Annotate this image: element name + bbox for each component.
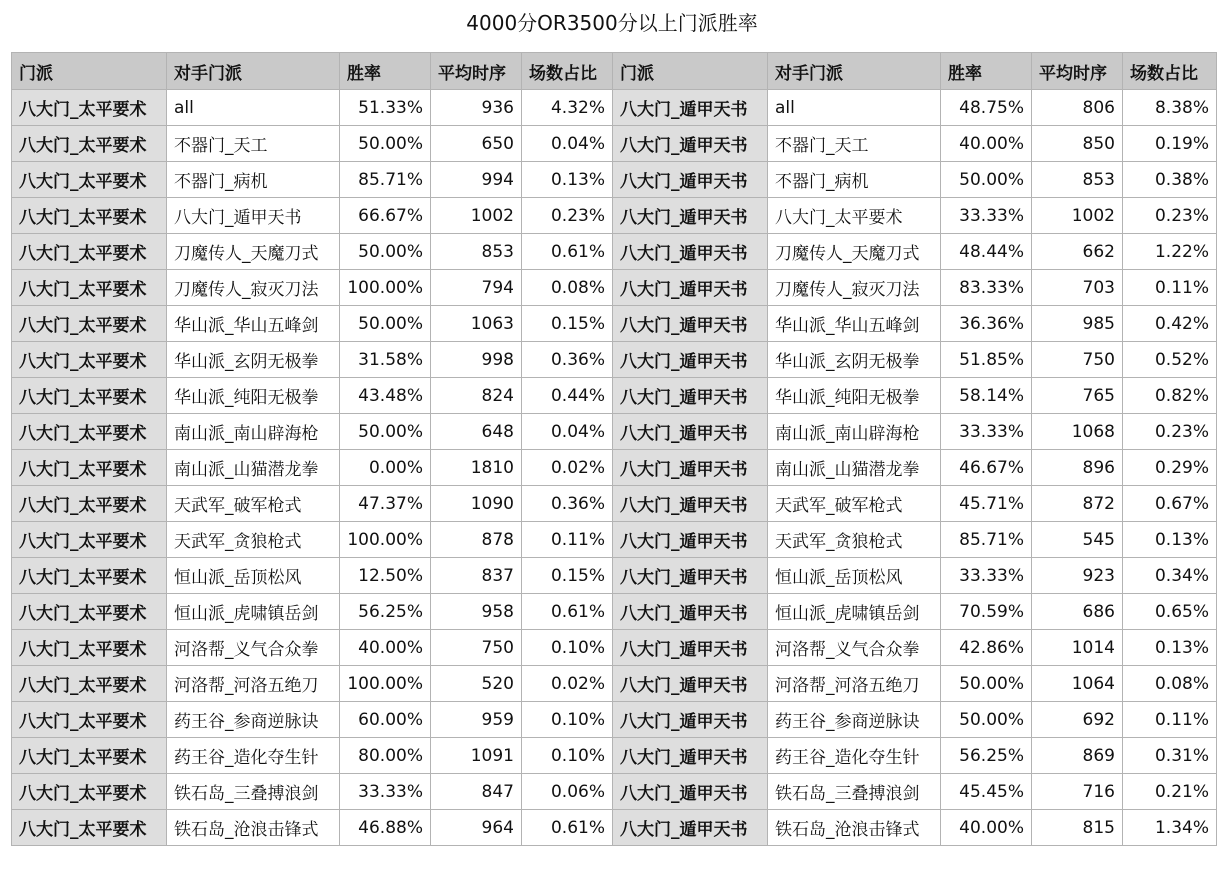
left-opponent-cell: 恒山派_虎啸镇岳剑 xyxy=(167,594,340,630)
right-school-cell: 八大门_遁甲天书 xyxy=(613,450,768,486)
left-avg-time-cell: 936 xyxy=(431,90,522,126)
table-row xyxy=(12,90,1217,126)
right-match-share-cell: 0.19% xyxy=(1123,126,1217,162)
left-win-rate-cell: 33.33% xyxy=(340,774,431,810)
left-opponent-cell: 刀魔传人_天魔刀式 xyxy=(167,234,340,270)
left-avg-time-cell: 1091 xyxy=(431,738,522,774)
left-win-rate-cell: 50.00% xyxy=(340,126,431,162)
left-match-share-cell: 4.32% xyxy=(522,90,613,126)
left-avg-time-cell: 837 xyxy=(431,558,522,594)
left-avg-time-cell: 648 xyxy=(431,414,522,450)
right-match-share-cell: 0.29% xyxy=(1123,450,1217,486)
right-avg-time-cell: 806 xyxy=(1032,90,1123,126)
right-win-rate-cell: 46.67% xyxy=(941,450,1032,486)
left-opponent-cell: 不器门_天工 xyxy=(167,126,340,162)
left-avg-time-cell: 794 xyxy=(431,270,522,306)
left-opponent-cell: 药王谷_造化夺生针 xyxy=(167,738,340,774)
left-opponent-cell: 华山派_华山五峰剑 xyxy=(167,306,340,342)
table-row xyxy=(12,702,1217,738)
right-win-rate-cell: 56.25% xyxy=(941,738,1032,774)
table-row xyxy=(12,198,1217,234)
left-match-share-cell: 0.10% xyxy=(522,702,613,738)
right-win-rate-cell: 33.33% xyxy=(941,198,1032,234)
right-opponent-cell: 铁石岛_沧浪击锋式 xyxy=(768,810,941,846)
table-row xyxy=(12,126,1217,162)
right-avg-time-cell: 692 xyxy=(1032,702,1123,738)
left-win-rate-cell: 50.00% xyxy=(340,306,431,342)
header-opponent: 对手门派 xyxy=(768,53,941,90)
left-school-cell: 八大门_太平要术 xyxy=(12,378,167,414)
right-avg-time-cell: 765 xyxy=(1032,378,1123,414)
right-school-cell: 八大门_遁甲天书 xyxy=(613,522,768,558)
left-avg-time-cell: 994 xyxy=(431,162,522,198)
left-school-cell: 八大门_太平要术 xyxy=(12,414,167,450)
right-match-share-cell: 0.13% xyxy=(1123,522,1217,558)
right-avg-time-cell: 1064 xyxy=(1032,666,1123,702)
left-avg-time-cell: 1810 xyxy=(431,450,522,486)
right-win-rate-cell: 85.71% xyxy=(941,522,1032,558)
right-avg-time-cell: 545 xyxy=(1032,522,1123,558)
left-match-share-cell: 0.10% xyxy=(522,738,613,774)
right-school-cell: 八大门_遁甲天书 xyxy=(613,666,768,702)
right-opponent-cell: 刀魔传人_天魔刀式 xyxy=(768,234,941,270)
left-avg-time-cell: 824 xyxy=(431,378,522,414)
table-row xyxy=(12,378,1217,414)
left-school-cell: 八大门_太平要术 xyxy=(12,810,167,846)
left-match-share-cell: 0.44% xyxy=(522,378,613,414)
left-win-rate-cell: 0.00% xyxy=(340,450,431,486)
table-row xyxy=(12,558,1217,594)
table-body xyxy=(12,90,1217,846)
right-avg-time-cell: 923 xyxy=(1032,558,1123,594)
win-rate-table xyxy=(11,52,1217,846)
table-row xyxy=(12,234,1217,270)
header-school: 门派 xyxy=(613,53,768,90)
right-win-rate-cell: 58.14% xyxy=(941,378,1032,414)
left-opponent-cell: 药王谷_参商逆脉诀 xyxy=(167,702,340,738)
left-opponent-cell: 华山派_纯阳无极拳 xyxy=(167,378,340,414)
header-avg-time: 平均时序 xyxy=(431,53,522,90)
right-match-share-cell: 8.38% xyxy=(1123,90,1217,126)
left-win-rate-cell: 51.33% xyxy=(340,90,431,126)
table-row xyxy=(12,414,1217,450)
left-avg-time-cell: 998 xyxy=(431,342,522,378)
right-win-rate-cell: 48.75% xyxy=(941,90,1032,126)
header-row xyxy=(12,53,1217,90)
table-row xyxy=(12,342,1217,378)
left-opponent-cell: 铁石岛_沧浪击锋式 xyxy=(167,810,340,846)
right-school-cell: 八大门_遁甲天书 xyxy=(613,810,768,846)
left-win-rate-cell: 47.37% xyxy=(340,486,431,522)
left-school-cell: 八大门_太平要术 xyxy=(12,630,167,666)
right-win-rate-cell: 45.71% xyxy=(941,486,1032,522)
right-match-share-cell: 0.67% xyxy=(1123,486,1217,522)
right-school-cell: 八大门_遁甲天书 xyxy=(613,774,768,810)
left-avg-time-cell: 847 xyxy=(431,774,522,810)
header-school: 门派 xyxy=(12,53,167,90)
right-match-share-cell: 1.34% xyxy=(1123,810,1217,846)
left-win-rate-cell: 43.48% xyxy=(340,378,431,414)
right-avg-time-cell: 716 xyxy=(1032,774,1123,810)
right-opponent-cell: 铁石岛_三叠搏浪剑 xyxy=(768,774,941,810)
left-avg-time-cell: 1002 xyxy=(431,198,522,234)
left-opponent-cell: 河洛帮_河洛五绝刀 xyxy=(167,666,340,702)
right-win-rate-cell: 40.00% xyxy=(941,126,1032,162)
right-opponent-cell: 不器门_天工 xyxy=(768,126,941,162)
table-row xyxy=(12,270,1217,306)
right-win-rate-cell: 40.00% xyxy=(941,810,1032,846)
left-match-share-cell: 0.61% xyxy=(522,234,613,270)
right-match-share-cell: 0.38% xyxy=(1123,162,1217,198)
left-avg-time-cell: 650 xyxy=(431,126,522,162)
left-opponent-cell: 八大门_遁甲天书 xyxy=(167,198,340,234)
right-school-cell: 八大门_遁甲天书 xyxy=(613,414,768,450)
right-avg-time-cell: 853 xyxy=(1032,162,1123,198)
right-win-rate-cell: 42.86% xyxy=(941,630,1032,666)
table-row xyxy=(12,630,1217,666)
right-opponent-cell: 南山派_南山辟海枪 xyxy=(768,414,941,450)
right-school-cell: 八大门_遁甲天书 xyxy=(613,558,768,594)
left-match-share-cell: 0.11% xyxy=(522,522,613,558)
left-match-share-cell: 0.02% xyxy=(522,666,613,702)
right-match-share-cell: 0.13% xyxy=(1123,630,1217,666)
right-opponent-cell: 河洛帮_河洛五绝刀 xyxy=(768,666,941,702)
right-school-cell: 八大门_遁甲天书 xyxy=(613,234,768,270)
header-win-rate: 胜率 xyxy=(340,53,431,90)
right-match-share-cell: 0.21% xyxy=(1123,774,1217,810)
table-row xyxy=(12,522,1217,558)
left-match-share-cell: 0.61% xyxy=(522,810,613,846)
left-opponent-cell: 刀魔传人_寂灭刀法 xyxy=(167,270,340,306)
table-row xyxy=(12,666,1217,702)
right-match-share-cell: 0.31% xyxy=(1123,738,1217,774)
left-avg-time-cell: 520 xyxy=(431,666,522,702)
right-opponent-cell: 天武军_贪狼枪式 xyxy=(768,522,941,558)
left-win-rate-cell: 100.00% xyxy=(340,522,431,558)
left-match-share-cell: 0.36% xyxy=(522,486,613,522)
right-match-share-cell: 0.23% xyxy=(1123,414,1217,450)
right-match-share-cell: 0.23% xyxy=(1123,198,1217,234)
left-match-share-cell: 0.02% xyxy=(522,450,613,486)
right-avg-time-cell: 869 xyxy=(1032,738,1123,774)
left-opponent-cell: 不器门_病机 xyxy=(167,162,340,198)
right-school-cell: 八大门_遁甲天书 xyxy=(613,738,768,774)
left-school-cell: 八大门_太平要术 xyxy=(12,702,167,738)
right-win-rate-cell: 50.00% xyxy=(941,702,1032,738)
right-opponent-cell: 河洛帮_义气合众拳 xyxy=(768,630,941,666)
left-avg-time-cell: 958 xyxy=(431,594,522,630)
right-opponent-cell: 南山派_山猫潜龙拳 xyxy=(768,450,941,486)
left-match-share-cell: 0.36% xyxy=(522,342,613,378)
left-match-share-cell: 0.13% xyxy=(522,162,613,198)
left-opponent-cell: 南山派_南山辟海枪 xyxy=(167,414,340,450)
left-win-rate-cell: 31.58% xyxy=(340,342,431,378)
left-school-cell: 八大门_太平要术 xyxy=(12,306,167,342)
right-match-share-cell: 0.42% xyxy=(1123,306,1217,342)
right-match-share-cell: 0.11% xyxy=(1123,702,1217,738)
left-win-rate-cell: 46.88% xyxy=(340,810,431,846)
right-match-share-cell: 1.22% xyxy=(1123,234,1217,270)
right-match-share-cell: 0.11% xyxy=(1123,270,1217,306)
left-match-share-cell: 0.23% xyxy=(522,198,613,234)
left-school-cell: 八大门_太平要术 xyxy=(12,486,167,522)
right-opponent-cell: 恒山派_岳顶松风 xyxy=(768,558,941,594)
right-school-cell: 八大门_遁甲天书 xyxy=(613,594,768,630)
page-title: 4000分OR3500分以上门派胜率 xyxy=(466,11,758,35)
right-opponent-cell: 天武军_破军枪式 xyxy=(768,486,941,522)
table-row xyxy=(12,774,1217,810)
left-match-share-cell: 0.08% xyxy=(522,270,613,306)
right-win-rate-cell: 50.00% xyxy=(941,666,1032,702)
right-school-cell: 八大门_遁甲天书 xyxy=(613,126,768,162)
left-win-rate-cell: 100.00% xyxy=(340,270,431,306)
left-match-share-cell: 0.15% xyxy=(522,306,613,342)
right-school-cell: 八大门_遁甲天书 xyxy=(613,270,768,306)
left-win-rate-cell: 50.00% xyxy=(340,234,431,270)
right-avg-time-cell: 686 xyxy=(1032,594,1123,630)
right-avg-time-cell: 1068 xyxy=(1032,414,1123,450)
left-opponent-cell: 河洛帮_义气合众拳 xyxy=(167,630,340,666)
left-win-rate-cell: 60.00% xyxy=(340,702,431,738)
left-school-cell: 八大门_太平要术 xyxy=(12,270,167,306)
table-row xyxy=(12,450,1217,486)
right-opponent-cell: all xyxy=(768,90,941,126)
right-win-rate-cell: 70.59% xyxy=(941,594,1032,630)
left-opponent-cell: 天武军_贪狼枪式 xyxy=(167,522,340,558)
right-match-share-cell: 0.08% xyxy=(1123,666,1217,702)
right-school-cell: 八大门_遁甲天书 xyxy=(613,90,768,126)
left-school-cell: 八大门_太平要术 xyxy=(12,522,167,558)
left-avg-time-cell: 750 xyxy=(431,630,522,666)
table-row xyxy=(12,162,1217,198)
left-avg-time-cell: 853 xyxy=(431,234,522,270)
right-avg-time-cell: 1014 xyxy=(1032,630,1123,666)
right-match-share-cell: 0.52% xyxy=(1123,342,1217,378)
left-match-share-cell: 0.61% xyxy=(522,594,613,630)
left-school-cell: 八大门_太平要术 xyxy=(12,774,167,810)
left-school-cell: 八大门_太平要术 xyxy=(12,234,167,270)
right-avg-time-cell: 872 xyxy=(1032,486,1123,522)
right-win-rate-cell: 48.44% xyxy=(941,234,1032,270)
left-school-cell: 八大门_太平要术 xyxy=(12,126,167,162)
left-school-cell: 八大门_太平要术 xyxy=(12,594,167,630)
left-avg-time-cell: 964 xyxy=(431,810,522,846)
left-avg-time-cell: 878 xyxy=(431,522,522,558)
table-row xyxy=(12,738,1217,774)
right-match-share-cell: 0.82% xyxy=(1123,378,1217,414)
right-win-rate-cell: 33.33% xyxy=(941,414,1032,450)
right-match-share-cell: 0.65% xyxy=(1123,594,1217,630)
left-win-rate-cell: 80.00% xyxy=(340,738,431,774)
right-school-cell: 八大门_遁甲天书 xyxy=(613,630,768,666)
right-opponent-cell: 药王谷_参商逆脉诀 xyxy=(768,702,941,738)
left-school-cell: 八大门_太平要术 xyxy=(12,342,167,378)
right-avg-time-cell: 896 xyxy=(1032,450,1123,486)
left-opponent-cell: 华山派_玄阴无极拳 xyxy=(167,342,340,378)
left-school-cell: 八大门_太平要术 xyxy=(12,558,167,594)
left-win-rate-cell: 85.71% xyxy=(340,162,431,198)
left-avg-time-cell: 1090 xyxy=(431,486,522,522)
header-opponent: 对手门派 xyxy=(167,53,340,90)
right-match-share-cell: 0.34% xyxy=(1123,558,1217,594)
right-opponent-cell: 药王谷_造化夺生针 xyxy=(768,738,941,774)
left-school-cell: 八大门_太平要术 xyxy=(12,666,167,702)
header-avg-time: 平均时序 xyxy=(1032,53,1123,90)
right-school-cell: 八大门_遁甲天书 xyxy=(613,486,768,522)
header-match-share: 场数占比 xyxy=(1123,53,1217,90)
right-school-cell: 八大门_遁甲天书 xyxy=(613,342,768,378)
table-row xyxy=(12,306,1217,342)
right-opponent-cell: 华山派_玄阴无极拳 xyxy=(768,342,941,378)
right-win-rate-cell: 36.36% xyxy=(941,306,1032,342)
left-opponent-cell: 天武军_破军枪式 xyxy=(167,486,340,522)
right-opponent-cell: 刀魔传人_寂灭刀法 xyxy=(768,270,941,306)
right-opponent-cell: 华山派_纯阳无极拳 xyxy=(768,378,941,414)
left-avg-time-cell: 1063 xyxy=(431,306,522,342)
right-school-cell: 八大门_遁甲天书 xyxy=(613,306,768,342)
right-school-cell: 八大门_遁甲天书 xyxy=(613,162,768,198)
left-match-share-cell: 0.10% xyxy=(522,630,613,666)
table-row xyxy=(12,810,1217,846)
right-avg-time-cell: 1002 xyxy=(1032,198,1123,234)
right-win-rate-cell: 83.33% xyxy=(941,270,1032,306)
left-opponent-cell: all xyxy=(167,90,340,126)
right-avg-time-cell: 703 xyxy=(1032,270,1123,306)
left-match-share-cell: 0.04% xyxy=(522,126,613,162)
left-match-share-cell: 0.15% xyxy=(522,558,613,594)
right-avg-time-cell: 662 xyxy=(1032,234,1123,270)
table-row xyxy=(12,594,1217,630)
left-opponent-cell: 南山派_山猫潜龙拳 xyxy=(167,450,340,486)
right-avg-time-cell: 815 xyxy=(1032,810,1123,846)
left-school-cell: 八大门_太平要术 xyxy=(12,198,167,234)
right-opponent-cell: 华山派_华山五峰剑 xyxy=(768,306,941,342)
left-win-rate-cell: 50.00% xyxy=(340,414,431,450)
header-win-rate: 胜率 xyxy=(941,53,1032,90)
right-school-cell: 八大门_遁甲天书 xyxy=(613,198,768,234)
left-opponent-cell: 恒山派_岳顶松风 xyxy=(167,558,340,594)
right-win-rate-cell: 45.45% xyxy=(941,774,1032,810)
right-win-rate-cell: 33.33% xyxy=(941,558,1032,594)
left-school-cell: 八大门_太平要术 xyxy=(12,738,167,774)
right-opponent-cell: 恒山派_虎啸镇岳剑 xyxy=(768,594,941,630)
left-school-cell: 八大门_太平要术 xyxy=(12,162,167,198)
left-match-share-cell: 0.04% xyxy=(522,414,613,450)
right-avg-time-cell: 850 xyxy=(1032,126,1123,162)
left-win-rate-cell: 100.00% xyxy=(340,666,431,702)
right-win-rate-cell: 51.85% xyxy=(941,342,1032,378)
left-win-rate-cell: 66.67% xyxy=(340,198,431,234)
left-win-rate-cell: 12.50% xyxy=(340,558,431,594)
right-avg-time-cell: 985 xyxy=(1032,306,1123,342)
right-school-cell: 八大门_遁甲天书 xyxy=(613,378,768,414)
right-school-cell: 八大门_遁甲天书 xyxy=(613,702,768,738)
left-match-share-cell: 0.06% xyxy=(522,774,613,810)
right-opponent-cell: 八大门_太平要术 xyxy=(768,198,941,234)
left-win-rate-cell: 56.25% xyxy=(340,594,431,630)
table-row xyxy=(12,486,1217,522)
left-school-cell: 八大门_太平要术 xyxy=(12,90,167,126)
right-win-rate-cell: 50.00% xyxy=(941,162,1032,198)
left-opponent-cell: 铁石岛_三叠搏浪剑 xyxy=(167,774,340,810)
left-school-cell: 八大门_太平要术 xyxy=(12,450,167,486)
right-opponent-cell: 不器门_病机 xyxy=(768,162,941,198)
right-avg-time-cell: 750 xyxy=(1032,342,1123,378)
left-win-rate-cell: 40.00% xyxy=(340,630,431,666)
header-match-share: 场数占比 xyxy=(522,53,613,90)
left-avg-time-cell: 959 xyxy=(431,702,522,738)
